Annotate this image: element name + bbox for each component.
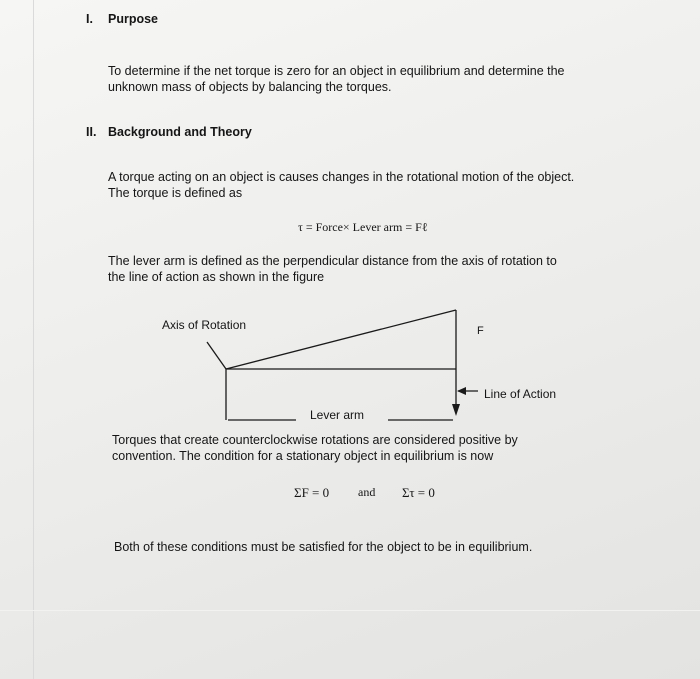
lever-bar-top bbox=[226, 310, 456, 369]
conclusion-text: Both of these conditions must be satisfied for the object to be in equilibrium. bbox=[114, 540, 533, 554]
line-of-action-label: Line of Action bbox=[484, 387, 557, 401]
axis-pointer-line bbox=[207, 342, 226, 369]
torque-definition-line-2: The torque is defined as bbox=[108, 186, 243, 200]
lever-arm-label: Lever arm bbox=[310, 408, 365, 422]
torque-equation: τ = Force× Lever arm = Fℓ bbox=[298, 220, 428, 234]
force-label: F bbox=[477, 325, 484, 337]
purpose-line-1: To determine if the net torque is zero for an object in equilibrium and determine the bbox=[108, 64, 565, 78]
force-arrowhead bbox=[452, 404, 460, 416]
torque-definition-line-1: A torque acting on an object is causes changes in the rotational motion of the object. bbox=[108, 170, 575, 184]
section-1-heading: Purpose bbox=[108, 12, 159, 26]
torque-equilibrium-equation: Στ = 0 bbox=[402, 485, 435, 500]
lever-arm-definition-line-1: The lever arm is defined as the perpendicular distance from the axis of rotation to bbox=[108, 254, 557, 268]
force-equilibrium-equation: ΣF = 0 bbox=[294, 485, 330, 500]
scan-crease bbox=[0, 610, 700, 611]
purpose-line-2: unknown mass of objects by balancing the torques. bbox=[108, 80, 392, 94]
equation-and: and bbox=[358, 485, 376, 499]
lever-arm-definition-line-2: the line of action as shown in the figure bbox=[108, 270, 325, 284]
section-1-numeral: I. bbox=[86, 12, 93, 26]
section-2-numeral: II. bbox=[86, 125, 97, 139]
section-2-heading: Background and Theory bbox=[108, 125, 252, 139]
axis-of-rotation-label: Axis of Rotation bbox=[162, 318, 247, 332]
sign-convention-line-2: convention. The condition for a stationary object in equilibrium is now bbox=[112, 449, 494, 463]
sign-convention-line-1: Torques that create counterclockwise rotations are considered positive by bbox=[112, 433, 518, 447]
line-of-action-arrowhead bbox=[457, 387, 466, 395]
